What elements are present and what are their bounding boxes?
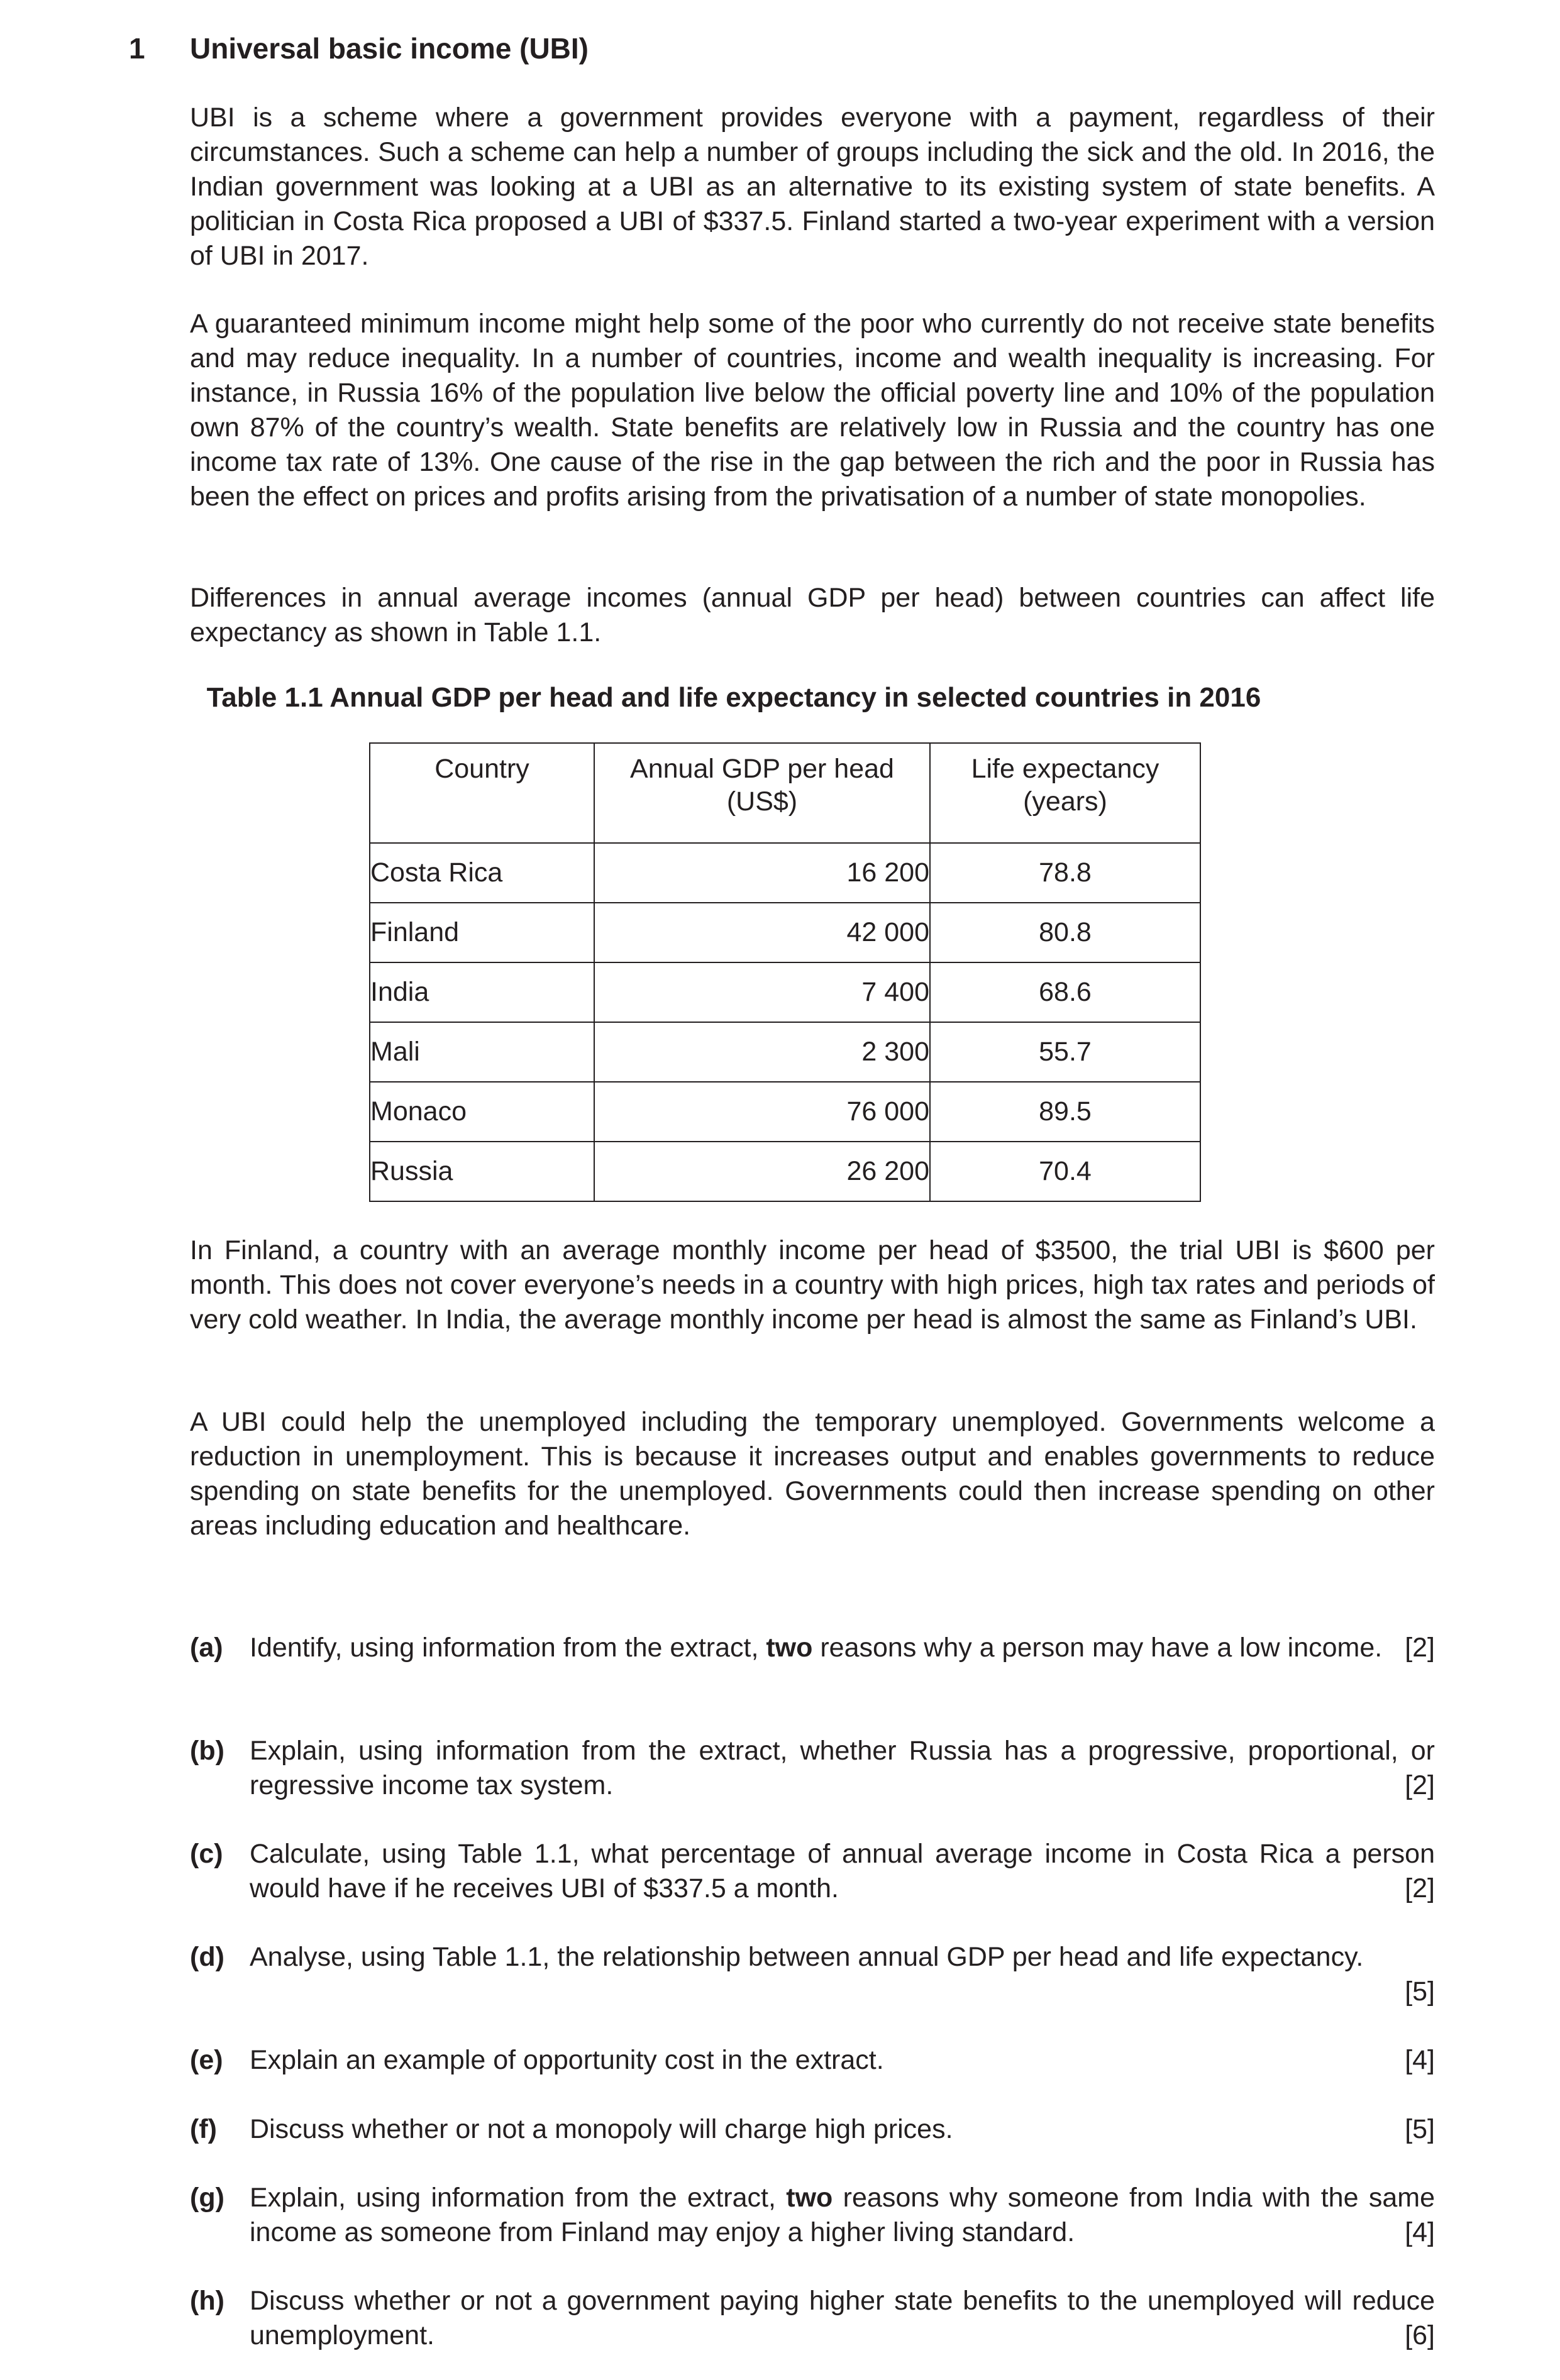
table-row [370,962,1200,1022]
part-marks: [4] [1405,2217,1435,2247]
part-text [250,1940,1435,2007]
part-text [250,1631,1435,1665]
part-text-pre: Discuss whether or not a government paying higher state benefits to the unemployed will reduce unemployment. [250,2286,1435,2350]
part-marks: [2] [1405,1873,1435,1903]
part-label: (a) [190,1633,223,1663]
cell-country: Costa Rica [370,843,594,903]
table-row [370,1142,1200,1201]
header-country-label: Country [434,754,529,784]
cell-gdp: 7 400 [594,962,930,1022]
part-text-bold: two [786,2183,833,2213]
header-life-line1: Life expectancy [971,754,1159,784]
question-title: Universal basic income (UBI) [190,32,589,65]
part-text-pre: Discuss whether or not a monopoly will charge high prices. [250,2114,953,2144]
part-text [250,1837,1435,1906]
question-part-f [190,2112,1435,2147]
cell-life: 80.8 [930,903,1200,962]
part-label: (h) [190,2286,224,2316]
part-text-pre: Analyse, using Table 1.1, the relationship between annual GDP per head and life expectancy. [250,1942,1364,1972]
part-text-pre: Calculate, using Table 1.1, what percentage of annual average income in Costa Rica a person would have if he receives UBI of $337.5 a month. [250,1839,1435,1903]
header-life-line2: (years) [1023,786,1107,817]
cell-country: Finland [370,903,594,962]
header-country [370,743,594,843]
question-part-h [190,2284,1435,2353]
table-row [370,1082,1200,1142]
part-marks: [5] [1405,2114,1435,2144]
part-label: (c) [190,1839,223,1869]
part-text [250,1734,1435,1803]
cell-gdp: 42 000 [594,903,930,962]
part-label: (g) [190,2183,224,2213]
part-text [250,2284,1435,2353]
cell-gdp: 2 300 [594,1022,930,1082]
cell-life: 89.5 [930,1082,1200,1142]
cell-country: Monaco [370,1082,594,1142]
extract-paragraph-1: UBI is a scheme where a government provides everyone with a payment, regardless of their circumstances. Such a scheme can help a number of groups including the sick and the old. In 2016, the Indian government was looking at a UBI as an alternative to its existing system of state benefits. A politician in Costa Rica proposed a UBI of $337.5. Finland started a two-year experiment with a version of UBI in 2017. [190,102,1435,271]
header-gdp-line2: (US$) [726,786,798,817]
header-life [930,743,1200,843]
cell-country: India [370,962,594,1022]
part-label: (e) [190,2045,223,2075]
question-part-g [190,2181,1435,2250]
part-text-bold: two [766,1633,813,1663]
cell-life: 78.8 [930,843,1200,903]
cell-gdp: 76 000 [594,1082,930,1142]
extract-paragraph-3: Differences in annual average incomes (annual GDP per head) between countries can affect life expectancy as shown in Table 1.1. [190,583,1435,647]
table-header-row [370,743,1200,843]
part-label: (b) [190,1736,224,1766]
extract-paragraph-2: A guaranteed minimum income might help some of the poor who currently do not receive state benefits and may reduce inequality. In a number of countries, income and wealth inequality is increasing. For instance, in Russia 16% of the population live below the official poverty line and 10% of the population own 87% of the country’s wealth. State benefits are relatively low in Russia and the country has one income tax rate of 13%. One cause of the rise in the gap between the rich and the poor in Russia has been the effect on prices and profits arising from the privatisation of a number of state monopolies. [190,309,1435,512]
header-gdp-line1: Annual GDP per head [630,754,894,784]
table-row [370,1022,1200,1082]
part-text [250,2112,1435,2147]
extract-paragraph-5: A UBI could help the unemployed including the temporary unemployed. Governments welcome a reduction in unemployment. This is because it increases output and enables governments to reduce spending on state benefits for the unemployed. Governments could then increase spending on other areas including education and healthcare. [190,1407,1435,1541]
question-part-d [190,1940,1435,2007]
part-marks: [2] [1405,1633,1435,1663]
cell-country: Mali [370,1022,594,1082]
cell-life: 68.6 [930,962,1200,1022]
table-caption: Table 1.1 Annual GDP per head and life expectancy in selected countries in 2016 [206,682,1261,713]
cell-life: 70.4 [930,1142,1200,1201]
part-text-post: reasons why a person may have a low income. [812,1633,1383,1663]
part-text-post: reasons why someone from India with the same income as someone from Finland may enjoy a higher living standard. [250,2183,1435,2247]
part-marks: [2] [1405,1770,1435,1800]
part-text-pre: Explain, using information from the extract, [250,2183,787,2213]
table-row [370,843,1200,903]
part-marks: [6] [1405,2320,1435,2350]
question-part-a [190,1631,1435,1665]
question-part-b [190,1734,1435,1803]
question-number: 1 [129,32,145,65]
part-label: (f) [190,2114,217,2144]
part-text-pre: Identify, using information from the extract, [250,1633,766,1663]
part-text-pre: Explain an example of opportunity cost in the extract. [250,2045,884,2075]
question-part-e [190,2043,1435,2078]
part-text [250,2181,1435,2250]
part-text-pre: Explain, using information from the extract, whether Russia has a progressive, proportional, or regressive income tax system. [250,1736,1435,1800]
extract-paragraph-4: In Finland, a country with an average monthly income per head of $3500, the trial UBI is $600 per month. This does not cover everyone’s needs in a country with high prices, high tax rates and periods of very cold weather. In India, the average monthly income per head is almost the same as Finland’s UBI. [190,1235,1435,1335]
question-part-c [190,1837,1435,1906]
gdp-life-expectancy-table [369,742,1201,1202]
cell-life: 55.7 [930,1022,1200,1082]
part-text [250,2043,1435,2078]
header-gdp [594,743,930,843]
cell-country: Russia [370,1142,594,1201]
part-label: (d) [190,1942,224,1972]
cell-gdp: 26 200 [594,1142,930,1201]
part-marks: [4] [1405,2045,1435,2075]
part-marks: [5] [1405,1976,1435,2007]
table-row [370,903,1200,962]
cell-gdp: 16 200 [594,843,930,903]
